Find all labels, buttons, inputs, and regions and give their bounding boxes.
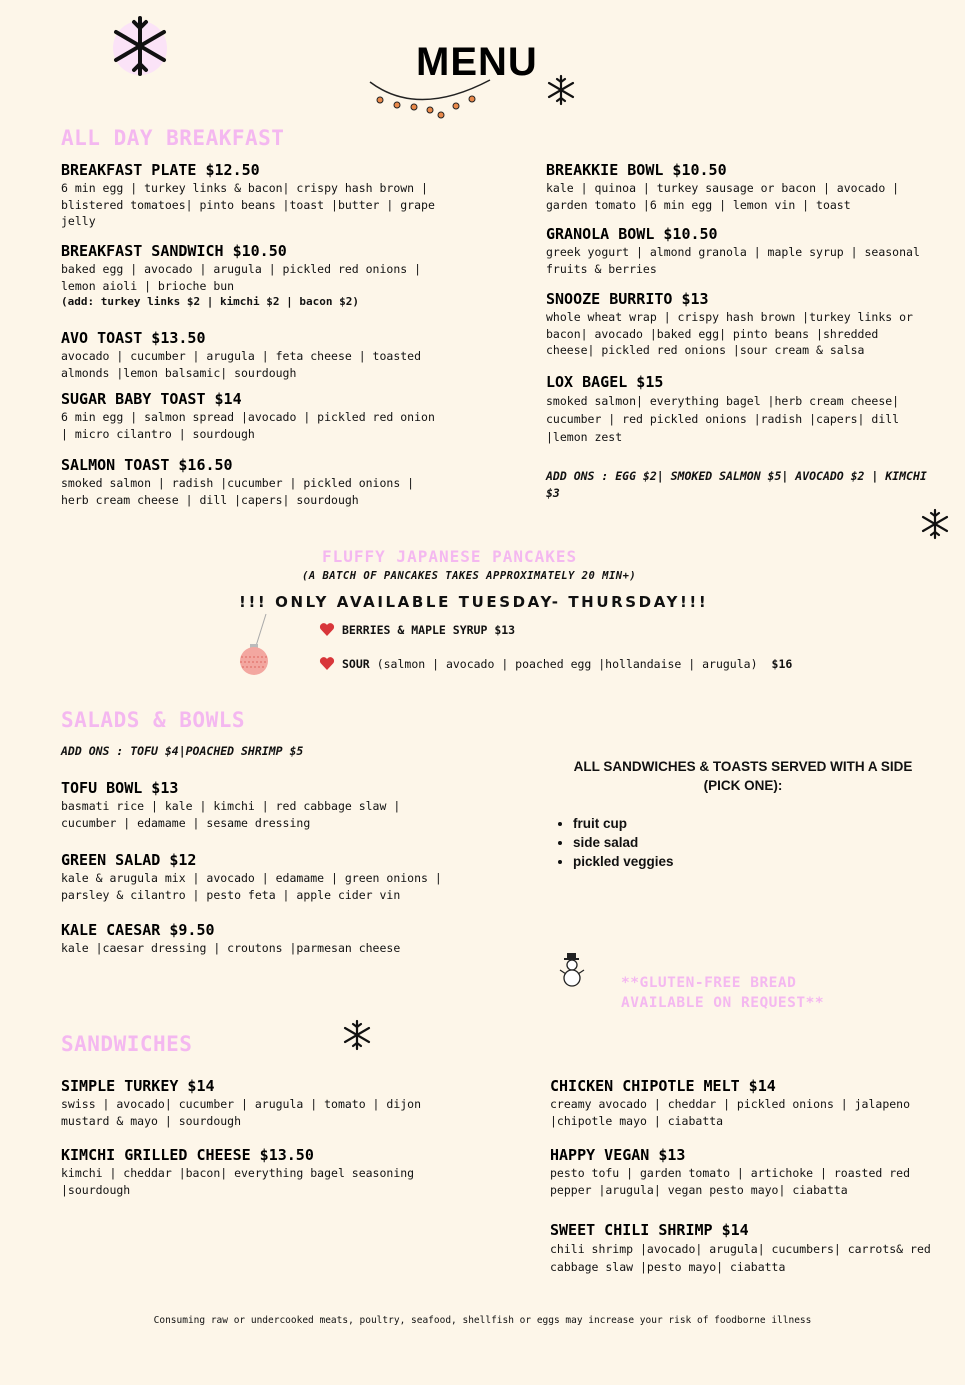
breakfast-addons: ADD ONS : EGG $2| SMOKED SALMON $5| AVOCADO $2 | KIMCHI $3: [546, 469, 927, 500]
item-description: smoked salmon | radish |cucumber | pickled onions | herb cream cheese | dill |capers| sourdough: [61, 476, 415, 507]
section-heading-sandwiches: SANDWICHES: [61, 1032, 193, 1056]
menu-item: [61, 329, 441, 381]
section-heading-pancakes: FLUFFY JAPANESE PANCAKES: [322, 547, 578, 566]
item-name: SIMPLE TURKEY $14: [61, 1077, 215, 1095]
item-name: GREEN SALAD $12: [61, 851, 197, 869]
menu-item: [61, 851, 453, 903]
item-name: AVO TOAST $13.50: [61, 329, 206, 347]
snowflake-icon: [919, 508, 951, 540]
sides-list: [555, 814, 674, 871]
item-price: $16: [771, 656, 793, 671]
menu-item: [61, 921, 441, 957]
gluten-free-note: **GLUTEN-FREE BREAD AVAILABLE ON REQUEST**: [621, 975, 825, 1011]
menu-item: [61, 161, 441, 230]
item-name: SUGAR BABY TOAST $14: [61, 390, 242, 408]
menu-item: [61, 390, 441, 442]
menu-item: [61, 456, 441, 508]
item-description: smoked salmon| everything bagel |herb cream cheese| cucumber | red pickled onions |radish |capers| dill |lemon zest: [546, 394, 900, 444]
item-description: avocado | cucumber | arugula | feta cheese | toasted almonds |lemon balsamic| sourdough: [61, 349, 422, 380]
item-description: kale | quinoa | turkey sausage or bacon | avocado | garden tomato |6 min egg | lemon vin | toast: [546, 181, 900, 212]
sides-heading: ALL SANDWICHES & TOASTS SERVED WITH A SIDE (PICK ONE):: [573, 759, 913, 793]
item-name: BERRIES & MAPLE SYRUP $13: [342, 622, 516, 637]
menu-item: [546, 373, 926, 446]
item-name: HAPPY VEGAN $13: [550, 1146, 686, 1164]
side-option: • fruit cup: [573, 814, 674, 833]
item-description: swiss | avocado| cucumber | arugula | tomato | dijon mustard & mayo | sourdough: [61, 1097, 422, 1128]
item-name: CHICKEN CHIPOTLE MELT $14: [550, 1077, 776, 1095]
item-description: chili shrimp |avocado| arugula| cucumbers| carrots& red cabbage slaw |pesto mayo| ciabatta: [550, 1242, 931, 1274]
snowflake-icon: [545, 74, 577, 106]
item-description: kale & arugula mix | avocado | edamame | green onions | parsley & cilantro | pesto feta | apple cider vin: [61, 871, 442, 902]
menu-item: [61, 1146, 426, 1198]
item-name: KIMCHI GRILLED CHEESE $13.50: [61, 1146, 314, 1164]
menu-item: [61, 779, 441, 831]
item-name: BREAKFAST PLATE $12.50: [61, 161, 260, 179]
snowman-icon: [558, 952, 586, 988]
item-name: BREAKKIE BOWL $10.50: [546, 161, 727, 179]
heart-icon: [319, 656, 335, 671]
item-name: TOFU BOWL $13: [61, 779, 179, 797]
item-description: whole wheat wrap | crispy hash brown |turkey links or bacon| avocado |baked egg| pinto beans |shredded cheese| pickled red onions |sour cream & salsa: [546, 310, 913, 357]
section-heading-breakfast: ALL DAY BREAKFAST: [61, 126, 285, 150]
item-name: GRANOLA BOWL $10.50: [546, 225, 718, 243]
item-name: SWEET CHILI SHRIMP $14: [550, 1221, 749, 1239]
menu-item: [546, 290, 926, 359]
pancake-availability: !!! ONLY AVAILABLE TUESDAY- THURSDAY!!!: [239, 593, 709, 611]
item-description: kale |caesar dressing | croutons |parmesan cheese: [61, 941, 401, 955]
pancake-note: (A BATCH OF PANCAKES TAKES APPROXIMATELY 20 MIN+): [302, 570, 637, 582]
item-description: 6 min egg | salmon spread |avocado | pickled red onion | micro cilantro | sourdough: [61, 410, 435, 441]
string-lights-icon: [368, 78, 492, 122]
item-name: LOX BAGEL $15: [546, 373, 664, 391]
item-description: kimchi | cheddar |bacon| everything bagel seasoning |sourdough: [61, 1166, 415, 1197]
ornament-icon: [236, 612, 272, 678]
side-option: • side salad: [573, 833, 674, 852]
item-description: pesto tofu | garden tomato | artichoke | roasted red pepper |arugula| vegan pesto mayo| ciabatta: [550, 1166, 911, 1197]
menu-item: [550, 1221, 945, 1276]
section-heading-salads: SALADS & BOWLS: [61, 708, 246, 732]
snowflake-icon: [341, 1019, 373, 1051]
item-name: BREAKFAST SANDWICH $10.50: [61, 242, 287, 260]
menu-item: [546, 225, 926, 277]
item-name: SALMON TOAST $16.50: [61, 456, 233, 474]
item-name: SNOOZE BURRITO $13: [546, 290, 709, 308]
heart-icon: [319, 622, 335, 637]
item-description: basmati rice | kale | kimchi | red cabbage slaw | cucumber | edamame | sesame dressing: [61, 799, 401, 830]
item-name: KALE CAESAR $9.50: [61, 921, 215, 939]
item-description: 6 min egg | turkey links & bacon| crispy hash brown | blistered tomatoes| pinto beans |toast |butter | grape jelly: [61, 181, 435, 228]
pancake-item: [319, 622, 515, 637]
menu-item: [546, 161, 926, 213]
menu-title: MENU: [416, 40, 538, 84]
menu-item: [550, 1077, 935, 1129]
menu-item: [550, 1146, 935, 1198]
menu-item: [61, 1077, 441, 1129]
item-description: creamy avocado | cheddar | pickled onions | jalapeno |chipotle mayo | ciabatta: [550, 1097, 911, 1128]
snowflake-icon: [108, 14, 172, 78]
item-description: greek yogurt | almond granola | maple syrup | seasonal fruits & berries: [546, 245, 920, 276]
side-option: • pickled veggies: [573, 852, 674, 871]
footer-disclaimer: Consuming raw or undercooked meats, poultry, seafood, shellfish or eggs may increase your risk of foodborne illness: [153, 1315, 812, 1326]
item-description: baked egg | avocado | arugula | pickled red onions | lemon aioli | brioche bun: [61, 262, 422, 293]
salads-addons: ADD ONS : TOFU $4|POACHED SHRIMP $5: [61, 744, 304, 758]
item-description: (salmon | avocado | poached egg |hollandaise | arugula): [376, 656, 758, 671]
item-name: SOUR: [342, 656, 370, 671]
pancake-item: [319, 656, 792, 671]
item-addons: (add: turkey links $2 | kimchi $2 | bacon $2): [61, 295, 360, 308]
menu-item: [61, 242, 426, 310]
